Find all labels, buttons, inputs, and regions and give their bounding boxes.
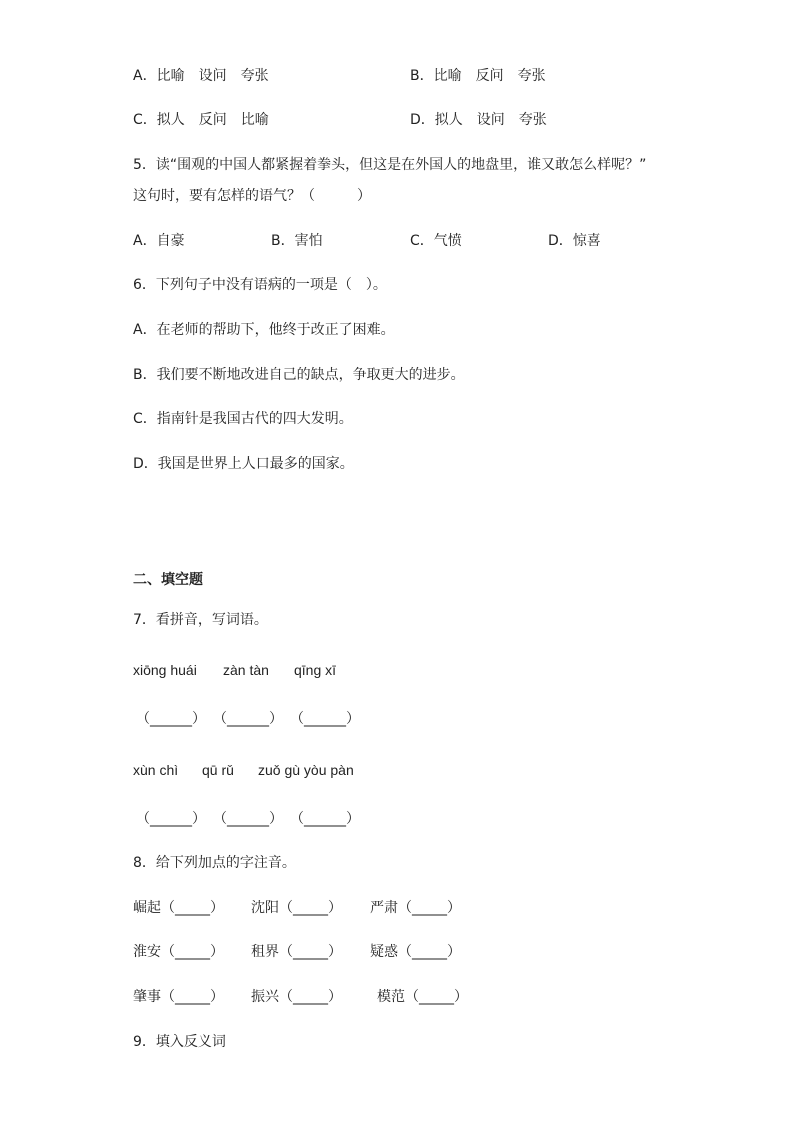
q7-blank-1: （______）	[136, 711, 206, 727]
q6-option-a: A．在老师的帮助下，他终于改正了困难。	[133, 322, 395, 338]
q7-pinyin-2: zàn tàn	[223, 662, 269, 678]
q4-option-d: D．拟人 设问 夸张	[410, 112, 547, 128]
q8-item-7: 肇事（_____）	[133, 989, 224, 1005]
q8-item-5: 租界（_____）	[251, 944, 342, 960]
q4-option-a: A．比喻 设问 夸张	[133, 68, 269, 84]
q7-blank-2: （______）	[213, 711, 283, 727]
q7-pinyin-5: qū rǔ	[202, 762, 234, 778]
q6-option-b: B．我们要不断地改进自己的缺点，争取更大的进步。	[133, 367, 465, 383]
q6-option-d: D．我国是世界上人口最多的国家。	[133, 456, 354, 472]
q7-blank-4: （______）	[136, 811, 206, 827]
q5-option-d: D．惊喜	[548, 233, 601, 249]
q7-blank-3: （______）	[290, 711, 360, 727]
q6-option-c: C．指南针是我国古代的四大发明。	[133, 411, 353, 427]
q4-option-c: C．拟人 反问 比喻	[133, 112, 269, 128]
q6-question: 6．下列句子中没有语病的一项是（ ）。	[133, 277, 387, 293]
q7-question: 7．看拼音，写词语。	[133, 612, 268, 628]
q8-item-8: 振兴（_____）	[251, 989, 342, 1005]
q8-item-6: 疑惑（_____）	[370, 944, 461, 960]
q5-question-line1: 5．读“围观的中国人都紧握着拳头，但这是在外国人的地盘里，谁又敢怎么样呢？”	[133, 157, 647, 173]
section-title-fill-in: 二、填空题	[133, 572, 203, 588]
q5-option-b: B．害怕	[271, 233, 323, 249]
q8-item-3: 严肃（_____）	[370, 900, 461, 916]
q4-option-b: B．比喻 反问 夸张	[410, 68, 546, 84]
q9-question: 9．填入反义词	[133, 1034, 226, 1050]
q8-item-2: 沈阳（_____）	[251, 900, 342, 916]
q7-pinyin-4: xùn chì	[133, 762, 179, 778]
q7-blank-6: （______）	[290, 811, 360, 827]
q7-blank-5: （______）	[213, 811, 283, 827]
q5-question-line2: 这句时，要有怎样的语气？（ ）	[133, 188, 371, 204]
q7-pinyin-1: xiōng huái	[133, 662, 197, 678]
q8-item-4: 淮安（_____）	[133, 944, 224, 960]
q5-option-c: C．气愤	[410, 233, 462, 249]
q8-item-9: 模范（_____）	[377, 989, 468, 1005]
q8-question: 8．给下列加点的字注音。	[133, 855, 296, 871]
q5-option-a: A．自豪	[133, 233, 185, 249]
q7-pinyin-6: zuǒ gù yòu pàn	[258, 762, 354, 778]
q7-pinyin-3: qīng xī	[294, 662, 337, 678]
q8-item-1: 崛起（_____）	[133, 900, 224, 916]
